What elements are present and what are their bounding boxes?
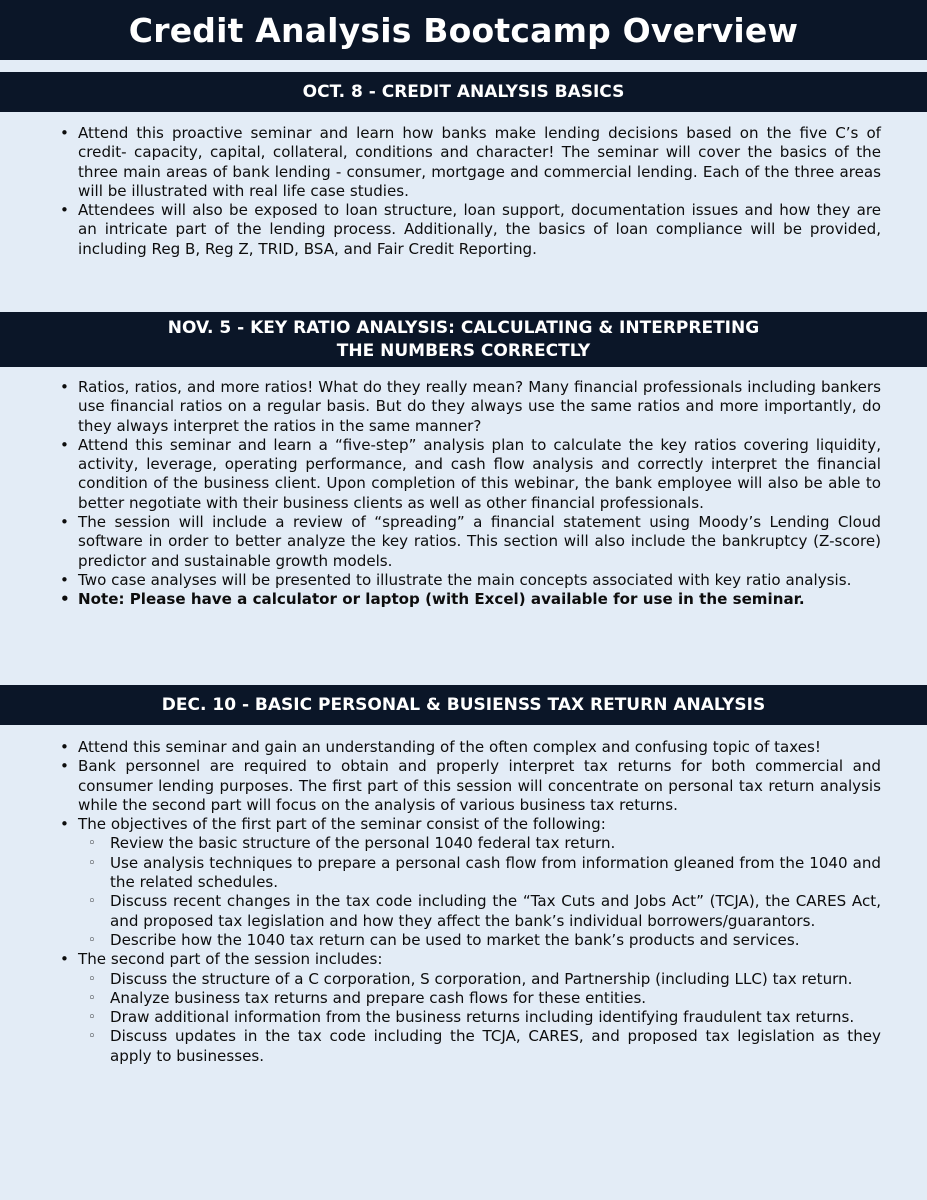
- sub-list-item: ◦ Describe how the 1040 tax return can be used to market the bank’s products and services.: [58, 931, 881, 950]
- sub-list-item: ◦ Analyze business tax returns and prepare cash flows for these entities.: [58, 989, 881, 1008]
- section-body-oct: [0, 112, 927, 312]
- list-item: • The second part of the session includes:: [58, 950, 881, 969]
- section-header-text: THE NUMBERS CORRECTLY: [336, 340, 591, 361]
- section-header-text: DEC. 10 - BASIC PERSONAL & BUSIENSS TAX RETURN ANALYSIS: [161, 694, 766, 715]
- section-body-dec: [0, 725, 927, 1072]
- sub-list-item: ◦ Discuss the structure of a C corporation, S corporation, and Partnership (including LLC) tax return.: [58, 970, 881, 989]
- section-header-text: NOV. 5 - KEY RATIO ANALYSIS: CALCULATING & INTERPRETING: [167, 317, 760, 338]
- list-item: • The objectives of the first part of the seminar consist of the following:: [58, 815, 881, 834]
- sub-list-item: ◦ Use analysis techniques to prepare a personal cash flow from information gleaned from the 1040 and the related schedules.: [58, 854, 881, 893]
- list-item: • Attend this seminar and gain an understanding of the often complex and confusing topic of taxes!: [58, 738, 881, 757]
- list-item: • Attend this seminar and learn a “five-step” analysis plan to calculate the key ratios covering liquidity, activity, leverage, operating performance, and cash flow analysis and correctly interpret the financial condition of the business client. Upon completion of this webinar, the bank employee will also be able to better negotiate with their business clients as well as other financial professionals.: [58, 436, 881, 513]
- sub-list-item: ◦ Draw additional information from the business returns including identifying fraudulent tax returns.: [58, 1008, 881, 1027]
- section-header-oct: [0, 72, 927, 112]
- bullet-list: [58, 124, 881, 259]
- section-header-nov: [0, 312, 927, 367]
- list-item: • Two case analyses will be presented to illustrate the main concepts associated with key ratio analysis.: [58, 571, 881, 590]
- list-item: • Bank personnel are required to obtain and properly interpret tax returns for both commercial and consumer lending purposes. The first part of this session will concentrate on personal tax return analysis while the second part will focus on the analysis of various business tax returns.: [58, 757, 881, 815]
- list-item: • Attend this proactive seminar and learn how banks make lending decisions based on the five C’s of credit- capacity, capital, collateral, conditions and character! The seminar will cover the basics of the three main areas of bank lending - consumer, mortgage and commercial lending. Each of the three areas will be illustrated with real life case studies.: [58, 124, 881, 201]
- bullet-list: [58, 378, 881, 610]
- section-header-text: OCT. 8 - CREDIT ANALYSIS BASICS: [302, 81, 625, 102]
- sub-list-item: ◦ Discuss recent changes in the tax code including the “Tax Cuts and Jobs Act” (TCJA), the CARES Act, and proposed tax legislation and how they affect the bank’s individual borrowers/guarantors.: [58, 892, 881, 931]
- section-header-dec: [0, 685, 927, 725]
- title-bar: [0, 0, 927, 60]
- bullet-list: [58, 738, 881, 1066]
- list-item: • The session will include a review of “spreading” a financial statement using Moody’s Lending Cloud software in order to better analyze the key ratios. This section will also include the bankruptcy (Z-score) predictor and sustainable growth models.: [58, 513, 881, 571]
- page-title: Credit Analysis Bootcamp Overview: [128, 10, 799, 50]
- sub-list-item: ◦ Discuss updates in the tax code including the TCJA, CARES, and proposed tax legislation as they apply to businesses.: [58, 1027, 881, 1066]
- sub-list-item: ◦ Review the basic structure of the personal 1040 federal tax return.: [58, 834, 881, 853]
- list-item: • Ratios, ratios, and more ratios! What do they really mean? Many financial professionals including bankers use financial ratios on a regular basis. But do they always use the same ratios and more importantly, do they always interpret the ratios in the same manner?: [58, 378, 881, 436]
- section-body-nov: [0, 367, 927, 685]
- note-item: • Note: Please have a calculator or laptop (with Excel) available for use in the seminar.: [58, 590, 881, 609]
- spacer: [0, 60, 927, 72]
- list-item: • Attendees will also be exposed to loan structure, loan support, documentation issues and how they are an intricate part of the lending process. Additionally, the basics of loan compliance will be provided, including Reg B, Reg Z, TRID, BSA, and Fair Credit Reporting.: [58, 201, 881, 259]
